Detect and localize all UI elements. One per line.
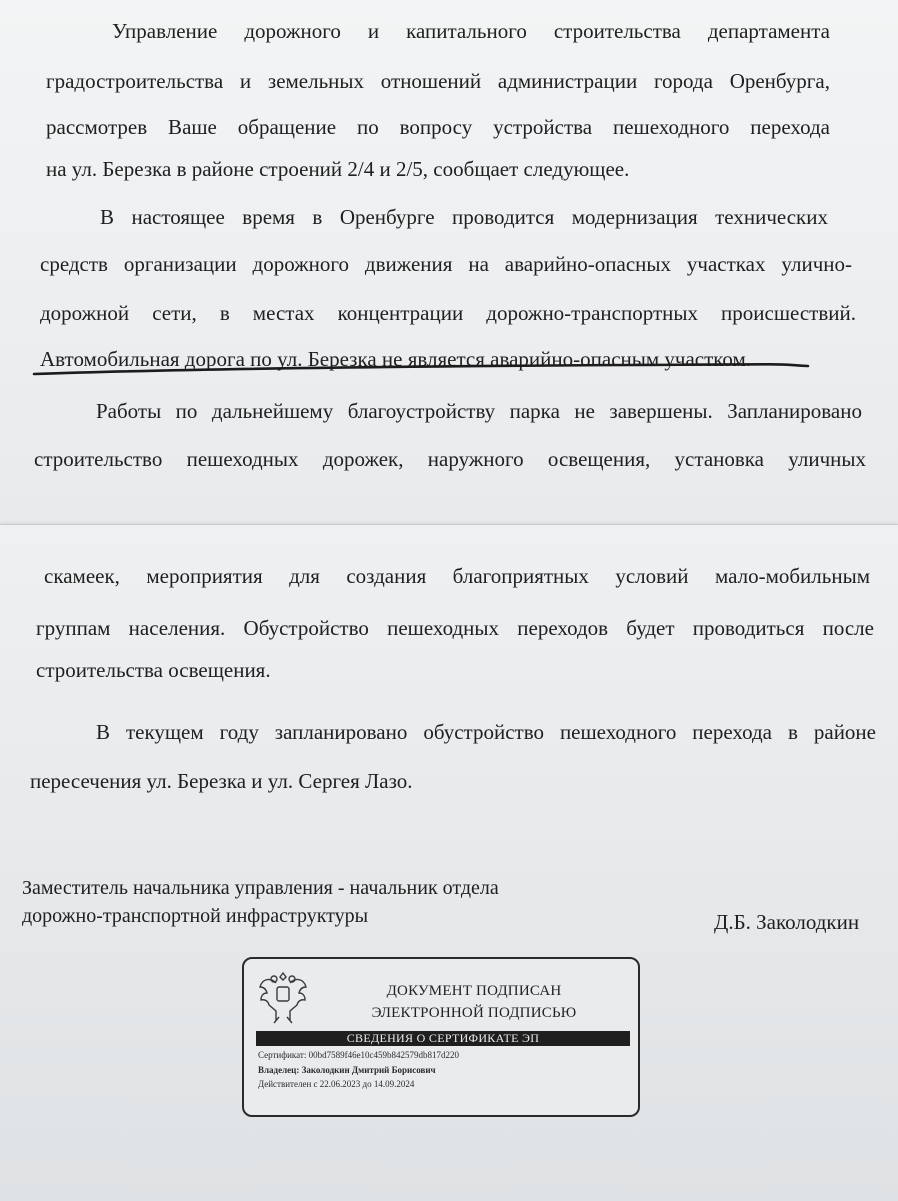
- paragraph-1-line-3: рассмотрев Ваше обращение по вопросу устройства пешеходного перехода: [46, 115, 830, 139]
- paragraph-2-line-1: В настоящее время в Оренбурге проводится модернизация технических: [100, 205, 828, 229]
- paragraph-4-line-1: В текущем году запланировано обустройство пешеходного перехода в районе: [96, 720, 876, 744]
- stamp-heading-line-1: ДОКУМЕНТ ПОДПИСАН: [386, 983, 562, 999]
- paragraph-1-line-4: на ул. Березка в районе строений 2/4 и 2/5, сообщает следующее.: [46, 157, 630, 181]
- certificate-owner: Владелец: Заколодкин Дмитрий Борисович: [258, 1065, 436, 1075]
- paragraph-3-line-5: строительства освещения.: [36, 658, 271, 682]
- paragraph-3-line-3: скамеек, мероприятия для создания благоприятных условий мало-мобильным: [44, 564, 870, 588]
- paragraph-4-line-2: пересечения ул. Березка и ул. Сергея Лазо.: [30, 769, 413, 793]
- hand-underline: [32, 362, 810, 378]
- certificate-number: Сертификат: 00bd7589f46e10c459b842579db817d220: [258, 1050, 460, 1060]
- paragraph-3-line-2: строительство пешеходных дорожек, наружного освещения, установка уличных: [34, 447, 866, 471]
- coat-of-arms-icon: [258, 967, 308, 1025]
- paragraph-1-line-1: Управление дорожного и капитального строительства департамента: [112, 19, 830, 43]
- certificate-validity: Действителен с 22.06.2023 до 14.09.2024: [258, 1079, 415, 1089]
- paragraph-2-line-3: дорожной сети, в местах концентрации дорожно-транспортных происшествий.: [40, 301, 856, 325]
- paragraph-2-line-4: Автомобильная дорога по ул. Березка не является аварийно-опасным участком.: [40, 347, 752, 371]
- signer-title-line-2: дорожно-транспортной инфраструктуры: [22, 905, 369, 927]
- electronic-signature-stamp: [242, 957, 640, 1117]
- paragraph-1-line-2: градостроительства и земельных отношений администрации города Оренбурга,: [46, 69, 830, 93]
- signer-name: Д.Б. Заколодкин: [714, 910, 860, 934]
- signer-title-line-1: Заместитель начальника управления - начальник отдела: [22, 877, 499, 899]
- paragraph-3-line-1: Работы по дальнейшему благоустройству парка не завершены. Запланировано: [96, 399, 862, 423]
- paragraph-2-line-2: средств организации дорожного движения на аварийно-опасных участках улично-: [40, 252, 852, 276]
- certificate-bar: СВЕДЕНИЯ О СЕРТИФИКАТЕ ЭП: [256, 1031, 630, 1046]
- paragraph-3-line-4: группам населения. Обустройство пешеходных переходов будет проводиться после: [36, 616, 874, 640]
- stamp-heading-line-2: ЭЛЕКТРОННОЙ ПОДПИСЬЮ: [371, 1005, 577, 1021]
- letter-page-1: [0, 0, 898, 524]
